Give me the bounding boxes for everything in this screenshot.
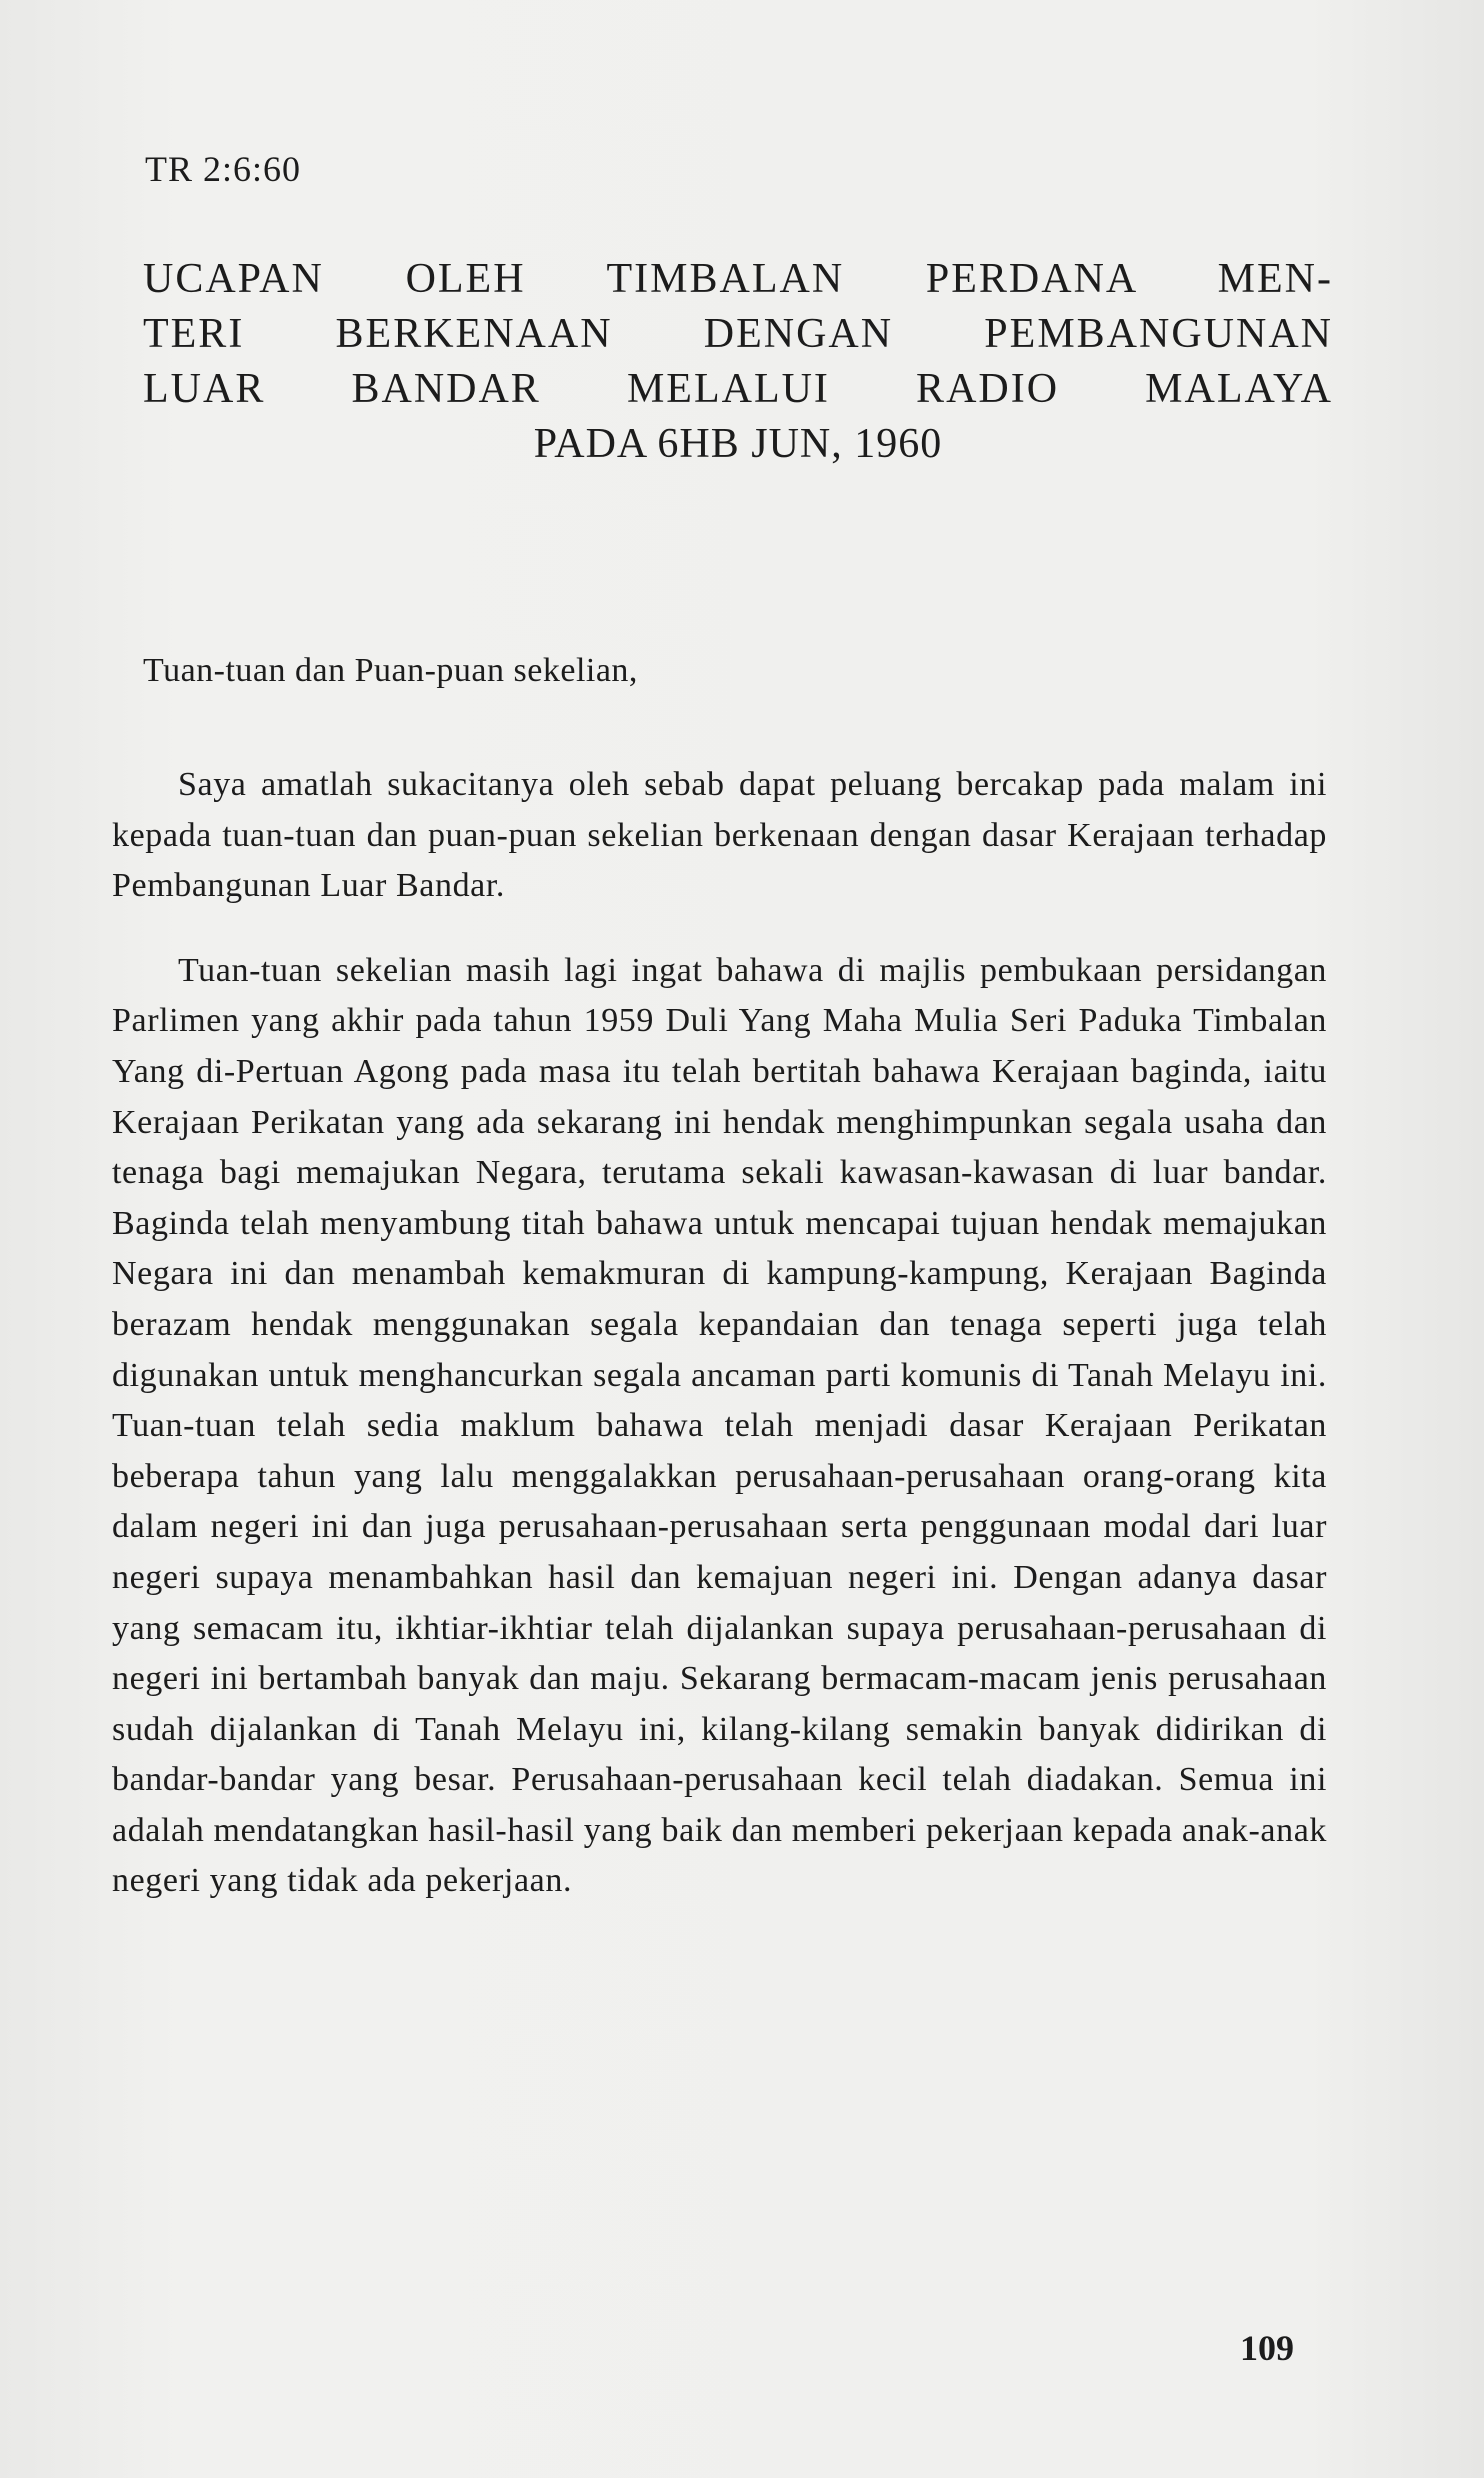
title-line: PADA 6HB JUN, 1960 [533,421,943,467]
title-line: LUAR BANDAR MELALUI RADIO MALAYA [143,366,1333,412]
paragraph: Tuan-tuan sekelian masih lagi ingat bahawa di majlis pembukaan persidangan Parlimen yang akhir pada tahun 1959 Duli Yang Maha Mulia Seri Paduka Timbalan Yang di-Pertuan Agong pada masa itu telah bertitah bahawa Kerajaan baginda, iaitu Kerajaan Perikatan yang ada sekarang ini hendak menghimpunkan segala usaha dan tenaga bagi memajukan Negara, terutama sekali kawasan-kawasan di luar bandar. Baginda telah menyambung titah bahawa untuk mencapai tujuan hendak memajukan Negara ini dan menambah kemakmuran di kampung-kampung, Kerajaan Baginda berazam hendak menggunakan segala kepandaian dan tenaga seperti juga telah digunakan untuk menghancurkan segala ancaman parti komunis di Tanah Melayu ini. Tuan-tuan telah sedia maklum bahawa telah menjadi dasar Kerajaan Perikatan beberapa tahun yang lalu menggalakkan perusahaan-perusahaan orang-orang kita dalam negeri ini dan juga perusahaan-perusahaan serta penggunaan modal dari luar negeri supaya menambahkan hasil dan kemajuan negeri ini. Dengan adanya dasar yang semacam itu, ikhtiar-ikhtiar telah dijalankan supaya perusahaan-perusahaan di negeri ini bertambah banyak dan maju. Sekarang bermacam-macam jenis perusahaan sudah dijalankan di Tanah Melayu ini, kilang-kilang semakin banyak didirikan di bandar-bandar yang besar. Perusahaan-perusahaan kecil telah diadakan. Semua ini adalah mendatangkan hasil-hasil yang baik dan memberi pekerjaan kepada anak-anak negeri yang tidak ada pekerjaan. [112,951,1327,1900]
paragraph: Saya amatlah sukacitanya oleh sebab dapat peluang bercakap pada malam ini kepada tuan-tuan dan puan-puan sekelian berkenaan dengan dasar Kerajaan terhadap Pembangunan Luar Bandar. [112,766,1327,905]
document-title [143,252,1333,472]
salutation: Tuan-tuan dan Puan-puan sekelian, [143,652,638,689]
title-line: TERI BERKENAAN DENGAN PEMBANGUNAN [143,311,1333,357]
title-line: UCAPAN OLEH TIMBALAN PERDANA MEN- [143,256,1333,302]
page-number: 109 [1240,2328,1294,2368]
body-text [112,760,1327,1941]
document-reference: TR 2:6:60 [145,149,302,189]
